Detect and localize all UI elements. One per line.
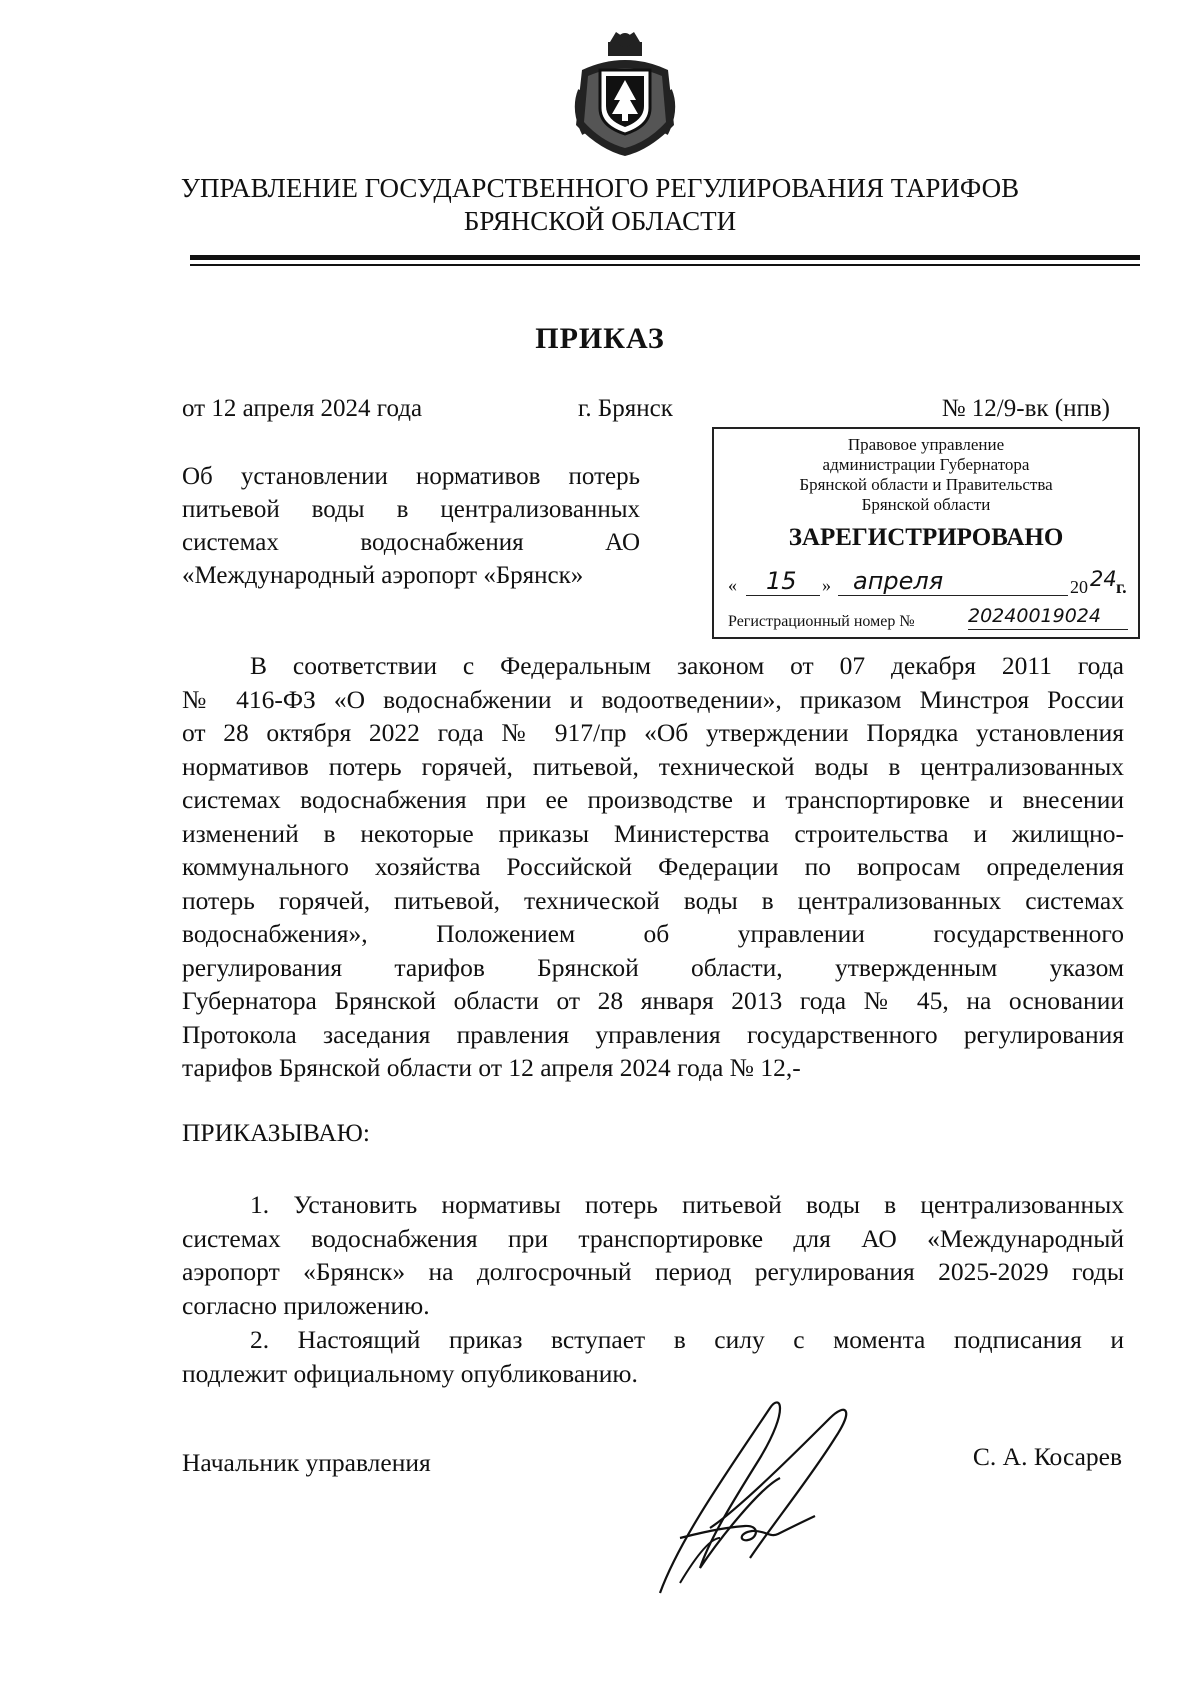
stamp-reg-number: 20240019024 [968,605,1101,627]
stamp-month-underline [838,595,1068,596]
stamp-reg-label: Регистрационный номер № [728,613,915,630]
preamble-line: от 28 октября 2022 года № 917/пр «Об утверждении Порядка установления [182,718,1124,747]
stamp-line: Правовое управление [847,435,1005,454]
document-title: ПРИКАЗ [535,322,665,355]
preamble-line: коммунального хозяйства Российской Федерации по вопросам определения [182,852,1124,881]
stamp-day-underline [746,595,820,596]
stamp-year-suffix: 24 [1090,567,1117,591]
signatory-position: Начальник управления [182,1448,431,1477]
header-divider-thick [190,255,1140,260]
stamp-reg-underline [968,629,1128,630]
order-item-2 [182,1323,1124,1390]
stamp-day: 15 [766,567,797,595]
registration-stamp [712,427,1140,639]
stamp-date-row [728,567,1128,601]
handwritten-signature-icon [640,1388,880,1598]
document-city: г. Брянск [578,395,673,422]
document-number: № 12/9-вк (нпв) [941,395,1110,422]
organization-name-line-2: БРЯНСКОЙ ОБЛАСТИ [463,206,737,236]
preamble-paragraph [182,649,1124,1085]
signatory-name: С. А. Косарев [972,1442,1122,1471]
order-item-line: подлежит официальному опубликованию. [182,1358,638,1388]
preamble-line: водоснабжения», Положением об управлении государственного [182,919,1124,948]
stamp-registration-row [728,605,1128,635]
stamp-line: администрации Губернатора [822,455,1030,474]
subject-line: питьевой воды в централизованных [182,496,640,523]
order-item-1 [182,1188,1124,1322]
order-item-line: согласно приложению. [182,1290,430,1320]
order-item-line: 2. Настоящий приказ вступает в силу с момента подписания и [250,1325,1124,1354]
stamp-line: Брянской области и Правительства [799,475,1053,494]
subject-line: системах водоснабжения АО [182,529,640,556]
subject-line: Об установлении нормативов потерь [182,463,640,490]
stamp-status: ЗАРЕГИСТРИРОВАНО [788,524,1064,551]
order-item-line: системах водоснабжения при транспортировке для АО «Международный [182,1223,1124,1253]
document-subject [182,460,640,592]
subject-line: «Международный аэропорт «Брянск» [182,562,584,589]
preamble-line: системах водоснабжения при ее производстве и транспортировке и внесении [182,785,1124,814]
preamble-line: регулирования тарифов Брянской области, утвержденным указом [182,952,1124,982]
order-item-line: аэропорт «Брянск» на долгосрочный период регулирования 2025-2029 годы [182,1257,1124,1286]
stamp-line: Брянской области [861,495,991,514]
preamble-line: потерь горячей, питьевой, технической воды в централизованных системах [182,885,1124,915]
organization-name-line-1: УПРАВЛЕНИЕ ГОСУДАРСТВЕННОГО РЕГУЛИРОВАНИЯ ТАРИФОВ [180,173,1020,203]
organization-name [100,172,1100,238]
preamble-line: Губернатора Брянской области от 28 января 2013 года № 45, на основании [182,986,1124,1015]
preamble-line: Протокола заседания правления управления государственного регулирования [182,1019,1124,1049]
stamp-quote-close: » [822,575,831,595]
preamble-line: тарифов Брянской области от 12 апреля 2024 года № 12,- [182,1053,801,1082]
stamp-quote-open: « [728,575,737,595]
document-date: от 12 апреля 2024 года [182,395,423,422]
stamp-year-unit: г. [1116,577,1127,597]
preamble-line: нормативов потерь горячей, питьевой, технической воды в централизованных [182,751,1124,781]
stamp-year-prefix: 20 [1070,577,1088,597]
order-item-line: 1. Установить нормативы потерь питьевой воды в централизованных [250,1190,1124,1219]
header-divider-thin [190,264,1140,266]
order-word: ПРИКАЗЫВАЮ: [182,1118,370,1147]
bryansk-coat-of-arms-icon [570,30,680,160]
stamp-month: апреля [853,567,944,595]
preamble-line: изменений в некоторые приказы Министерства строительства и жилищно- [182,818,1124,848]
preamble-line: № 416-ФЗ «О водоснабжении и водоотведении», приказом Минстроя России [182,684,1124,714]
preamble-line: В соответствии с Федеральным законом от 07 декабря 2011 года [250,651,1124,680]
